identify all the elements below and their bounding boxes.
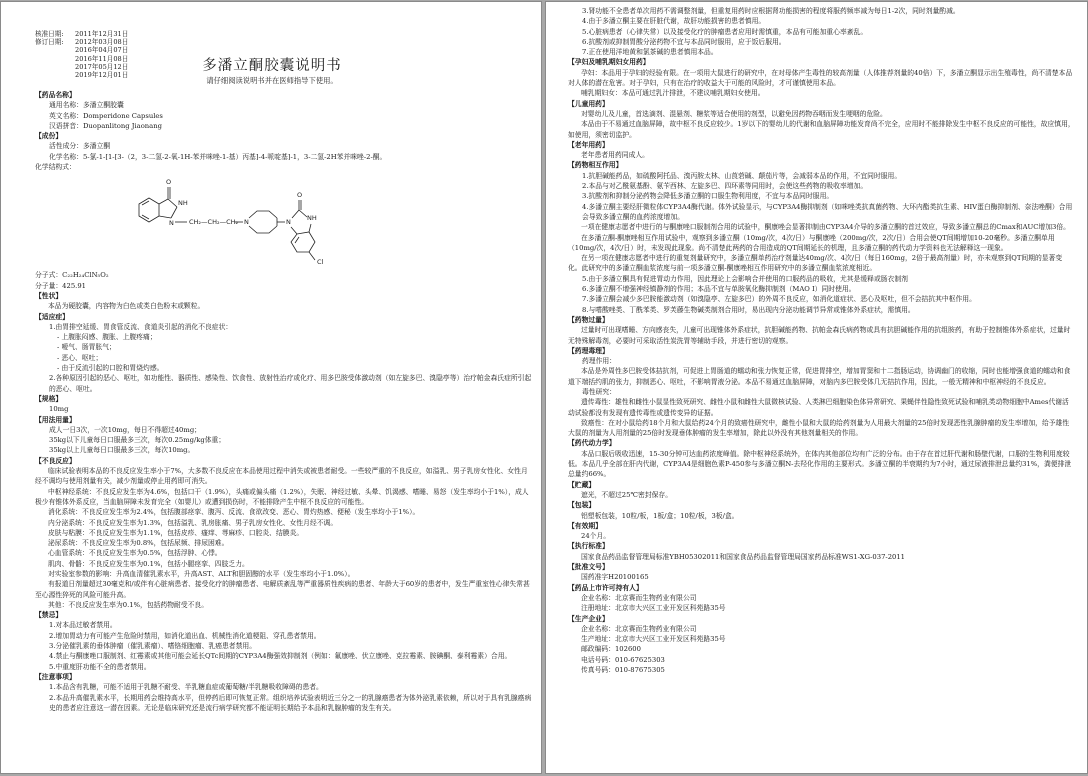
propyl-chain-label: CH₂—CH₂—CH₂ xyxy=(189,218,239,227)
indication-item: 2.各种原因引起的恶心、呕吐，如功能性、器质性、感染性、饮食性、放射性治疗或化疗、用多巴胺受体激动剂（如左旋多巴、溴隐亭等）治疗帕金森氏症所引起的恶心、呕吐。 xyxy=(49,374,532,393)
section-header: 【药品名称】 xyxy=(35,91,76,99)
adverse-paragraph: 肌肉、骨骼：不良反应发生率为0.1%，包括小腿痉挛、四肢乏力。 xyxy=(48,559,249,568)
interaction-item: 1.抗胆碱能药品，如硫酸阿托品、溴丙胺太林、山莨菪碱、颠茄片等，会减弱本品的作用，不宜同时服用。 xyxy=(582,171,902,180)
indication-subitem: - 嗳气、肠胃胀气； xyxy=(57,343,116,352)
carcinogenicity-text: 致癌性：在对小鼠给药18个月和大鼠给药24个月的致癌性研究中，雌性小鼠和大鼠的给药剂量为人用最大剂量的25倍时发现恶性乳腺肿瘤的发生率增加，给予雄性大鼠的剂量为人用剂量的25倍时发现垂体肿瘤的发生率增加，除此以外没有其他剂量相关的作用。 xyxy=(568,418,1070,438)
interaction-item: 7.多潘立酮会减少多巴胺能激动剂（如溴隐亭、左旋多巴）的外周不良反应，如消化道症状、恶心及呕吐，但不会拮抗其中枢作用。 xyxy=(582,295,976,304)
adverse-paragraph: 其他：不良反应发生率为0.1%，包括药物耐受不良。 xyxy=(48,600,209,609)
storage-text: 遮光，不超过25℃密封保存。 xyxy=(581,490,673,499)
adverse-paragraph: 心血管系统：不良反应发生率为0.5%，包括浮肿、心悸。 xyxy=(48,549,222,558)
spec-text: 10mg xyxy=(49,405,69,414)
children-paragraph: 对婴幼儿及儿童，首选滴剂、混悬剂、糖浆等适合使用的剂型，以避免因药物吞咽而发生哽咽的危险。 xyxy=(581,109,887,118)
section-header: 【规格】 xyxy=(35,394,63,403)
section-header: 【成份】 xyxy=(35,132,63,141)
adverse-paragraph: 皮肤与粘膜：不良反应发生率为1.1%，包括皮疹、瘙痒、荨麻疹、口腔炎、结膜炎。 xyxy=(48,528,304,537)
active-ingredient: 活性成分：多潘立酮 xyxy=(49,142,111,151)
manufacturer-phone: 电话号码：010-67625303 xyxy=(581,655,665,664)
indication-subitem: - 由于反流引起的口腔和胃烧灼感。 xyxy=(57,364,164,373)
manufacturer-postcode: 邮政编码：102600 xyxy=(581,645,641,654)
section-header: 【有效期】 xyxy=(568,521,602,530)
manufacturer-address: 生产地址：北京市大兴区工业开发区科苑路35号 xyxy=(581,635,726,644)
interaction-item: 3.抗酸剂和抑制分泌药物会降低多潘立酮的口服生物利用度，不宜与本品同时服用。 xyxy=(582,192,834,201)
section-header: 【性状】 xyxy=(35,291,63,300)
contraindication-item: 4.禁止与酮康唑口服制剂、红霉素或其他可能会延长QTc间期的CYP3A4酶强效抑制剂（例如：氟康唑、伏立康唑、克拉霉素、胺碘酮、泰利霉素）合用。 xyxy=(49,652,512,661)
section-header: 【用法用量】 xyxy=(35,415,76,424)
section-header: 【老年用药】 xyxy=(568,140,609,149)
revision-date: 2016年04月07日 xyxy=(75,46,129,55)
section-header: 【药理毒理】 xyxy=(568,346,609,355)
contraindication-item: 1.对本品过敏者禁用。 xyxy=(49,621,117,630)
precaution-item: 4.由于多潘立酮主要在肝脏代谢，故肝功能损害的患者慎用。 xyxy=(582,17,766,26)
children-paragraph: 本品由于不易通过血脑屏障，故中枢不良反应较少。1岁以下的婴幼儿的代谢和血脑屏障功能发育尚不完全，应用时不能排除发生中枢不良反应的可能性，故应慎用，如使用，须密切监护。 xyxy=(568,120,1075,139)
revision-date-label: 修订日期: xyxy=(35,38,64,47)
approval-date: 2011年12月31日 xyxy=(75,30,129,38)
nitrogen-label: N xyxy=(286,218,291,227)
left-page-body xyxy=(35,90,533,713)
precaution-item: 2.本品升高催乳素水平，长期用药会维持高水平，但停药后即可恢复正常。组织培养试验表明近三分之一的乳腺癌患者为体外泌乳素依赖，所以对于具有乳腺癌病史的患者应注意这一潜在因素。无论是临床研究还是流行病学研究都不能证明长期给予本品和乳腺肿瘤的发生有关。 xyxy=(49,693,532,712)
packaging-text: 铝塑板包装，10粒/板，1板/盒；10粒/板，3板/盒。 xyxy=(581,511,739,520)
precaution-item: 3.肾功能不全患者单次用药不需调整剂量，但重复用药时应根据肾功能损害的程度将服药频率减为每日1-2次，同时剂量酌减。 xyxy=(582,7,960,15)
section-header: 【执行标准】 xyxy=(568,542,609,551)
nitrogen-label: N xyxy=(244,218,249,227)
section-header: 【适应症】 xyxy=(35,312,69,321)
chemical-structure-diagram xyxy=(131,174,371,266)
nh-label: NH xyxy=(178,199,188,208)
leaflet-page-left xyxy=(0,1,542,774)
manufacturer-fax: 传真号码：010-87675305 xyxy=(581,666,665,674)
pharmacology-label: 药理作用： xyxy=(582,357,616,366)
pharmacology-text: 本品是外周性多巴胺受体拮抗剂，可促进上胃肠道的蠕动和张力恢复正常，促进胃排空，增加胃窦和十二指肠运动，协调幽门的收缩，同时也能增强食道的蠕动和食道下端括约肌的张力，抑制恶心、呕吐，不影响胃液分泌。本品不易通过血脑屏障，对脑内多巴胺受体几无拮抗作用，因此，一般无精神和中枢神经的不良反应。 xyxy=(568,367,1071,386)
adverse-paragraph: 中枢神经系统：不良反应发生率为4.6%，包括口干（1.9%），头痛或偏头痛（1.2%），失眠、神经过敏、头晕、饥渴感、嗜睡、易怒（发生率均小于1%），成人极少有锥体外系反应，当血脑屏障未发育完全（如婴儿）或遭到损伤时，不能排除产生中枢不良反应的可能性。 xyxy=(35,487,529,506)
section-header: 【不良反应】 xyxy=(35,456,76,465)
section-header: 【药代动力学】 xyxy=(568,439,616,448)
leaflet-page-right xyxy=(545,1,1088,774)
pregnancy-paragraph: 哺乳期妇女：本品可通过乳汁排泄，不建议哺乳期妇女使用。 xyxy=(581,89,765,98)
pinyin-name: 汉语拼音：Duopanlitong Jiaonang xyxy=(49,121,162,130)
indication-item: 1.由胃排空延缓、胃食管反流、食道炎引起的消化不良症状： xyxy=(49,322,233,331)
validity-text: 24个月。 xyxy=(581,532,611,541)
section-header: 【批准文号】 xyxy=(568,563,609,572)
right-page-body xyxy=(568,6,1075,675)
interaction-paragraph: 在另一项在健康志愿者中进行的重复剂量研究中，多潘立酮单药治疗剂量达40mg/次、4次/日（每日160mg，2倍于最高剂量）时，亦未观察到QT间期的显著变化。此研究中的多潘立酮血浆浓度与前一项多潘立酮-酮康唑相互作用研究中的多潘立酮血浆浓度相近。 xyxy=(568,254,1063,273)
adverse-paragraph: 消化系统：不良反应发生率为2.4%，包括腹部痉挛、腹泻、反流、食欲改变、恶心、胃灼热感、便秘（发生率均小于1%）。 xyxy=(48,508,420,517)
revision-date: 2017年05月12日 xyxy=(75,62,129,71)
adverse-paragraph: 内分泌系统：不良反应发生率为1.3%，包括溢乳、乳房胀痛、男子乳房女性化、女性月经不调。 xyxy=(48,518,338,527)
precaution-item: 6.抗酸剂或抑制胃酸分泌药物不宜与本品同时服用，应于饭后服用。 xyxy=(582,37,786,46)
precaution-item: 5.心脏病患者（心律失常）以及接受化疗的肿瘤患者应用时需慎重，本品有可能加重心率紊乱。 xyxy=(582,27,868,36)
interaction-item: 5.由于多潘立酮具有促进胃动力作用，因此理论上会影响合并使用的口服药品的吸收，尤其是缓释或肠衣制剂 xyxy=(582,274,908,283)
section-header: 【禁忌】 xyxy=(35,611,63,620)
elderly-text: 老年患者用药同成人。 xyxy=(581,151,649,160)
dosage-line: 35kg以上儿童每日口服最多三次，每次10mg。 xyxy=(49,446,195,455)
section-header: 【儿童用药】 xyxy=(568,99,609,108)
toxicity-label: 毒性研究： xyxy=(582,387,616,396)
overdose-text: 过量时可出现嗜睡、方向感丧失，儿童可出现锥体外系症状，抗胆碱能药物、抗帕金森氏病药物或具有抗胆碱能作用的抗组胺药，有助于控制锥体外系症状，过量时无特殊解毒剂，必要时可采取活性炭洗胃等辅助手段，并进行密切的观察。 xyxy=(568,326,1071,345)
common-name: 通用名称：多潘立酮胶囊 xyxy=(49,101,124,110)
section-header: 【药物相互作用】 xyxy=(568,161,623,170)
adverse-paragraph: 有报道日剂量超过30毫克和/或伴有心脏病患者、接受化疗的肿瘤患者、电解质紊乱等严重器质性疾病的患者、年龄大于60岁的患者中，发生严重室性心律失常甚至心源性猝死的风险可能升高。 xyxy=(35,580,530,599)
interaction-item: 4.多潘立酮主要经肝微粒体CYP3A4酶代谢。体外试验显示，与CYP3A4酶抑制剂（如咪唑类抗真菌药物、大环内酯类抗生素、HIV蛋白酶抑制剂、奈法唑酮）合用会导致多潘立酮的血药浓度增加。 xyxy=(582,202,1073,221)
structure-label: 化学结构式： xyxy=(35,163,76,172)
nh-label: NH xyxy=(307,214,317,223)
nitrogen-label: N xyxy=(169,219,174,228)
adverse-paragraph: 对实验室参数的影响：升高血清催乳素水平，升高AST、ALT和胆固醇的水平（发生率均小于1.0%）。 xyxy=(48,569,355,578)
revision-date: 2016年11月08日 xyxy=(75,54,129,63)
approval-number: 国药准字H20100165 xyxy=(581,573,649,582)
pharmacokinetics-text: 本品口服后吸收迅速，15-30分钟可达血药浓度峰值。除中枢神经系统外，在体内其他部位均有广泛的分布。由于存在首过肝代谢和肠壁代谢，口服的生物利用度较低。本品几乎全部在肝内代谢，CYP3A4是细胞色素P-450参与多潘立酮N-去羟化作用的主要形式。多潘立酮的半衰期约为7小时，通过尿液排泄总量约31%，粪便排泄总量约66%。 xyxy=(568,449,1072,479)
revision-date: 2019年12月01日 xyxy=(75,71,129,80)
section-header: 【注意事项】 xyxy=(35,672,76,681)
section-header: 【包装】 xyxy=(568,501,596,510)
interaction-item: 2.本品与对乙酰氨基酚、氨苄西林、左旋多巴、四环素等同用时，会使这些药物的吸收率增加。 xyxy=(582,182,868,191)
molecular-weight: 分子量：425.91 xyxy=(35,281,86,290)
interaction-paragraph: 在多潘立酮-酮康唑相互作用试验中，观察到多潘立酮（10mg/次，4次/日）与酮康唑（200mg/次，2次/日）合用会使QT间期增加10-20毫秒。多潘立酮单用（10mg/次，4次/日）时，未发现此现象。尚不清楚此两药的合用造成的QT间期延长的机理，且多潘立酮的药代动力学资料也无法解释这一现象。 xyxy=(568,233,1055,252)
contraindication-item: 5.中重度肝功能不全的患者禁用。 xyxy=(49,662,151,671)
pregnancy-paragraph: 孕妇：本品用于孕妇的经验有限。在一项用大鼠进行的研究中，在对母体产生毒性的较高剂量（人体推荐剂量的40倍）下，多潘立酮显示出生殖毒性，尚不清楚本品对人体的潜在危害。对于孕妇，只有在治疗的收益大于可能的风险时，才可谨慎使用本品。 xyxy=(568,68,1073,88)
properties-text: 本品为硬胶囊，内容物为白色或类白色粉末或颗粒。 xyxy=(48,302,205,311)
standard-text: 国家食品药品监督管理局标准YBH05302011和国家食品药品监督管理局国家药品标准WS1-XG-037-2011 xyxy=(581,552,905,561)
mah-address: 注册地址：北京市大兴区工业开发区科苑路35号 xyxy=(581,604,726,613)
interaction-item: 8.与嗜酸唑类、丁酰苯类、罗芙藤生物碱类制剂合用时，易出现内分泌功能调节异常或锥体外系症状，需慎用。 xyxy=(582,305,915,314)
dosage-line: 35kg以下儿童每日口服最多三次，每次0.25mg/kg体重； xyxy=(49,436,226,445)
precaution-item: 7.正在使用洋地黄和氯茶碱的患者慎用本品。 xyxy=(582,48,718,57)
section-header: 【药物过量】 xyxy=(568,315,609,324)
mah-company: 企业名称：北京赛而生物药业有限公司 xyxy=(581,593,697,602)
section-header: 【孕妇及哺乳期妇女用药】 xyxy=(568,58,650,67)
indication-subitem: - 上腹胀闷感、腹胀、上腹疼痛； xyxy=(57,333,157,342)
approval-date-label: 核准日期: xyxy=(35,30,64,38)
interaction-paragraph: 一项在健康志愿者中进行的与酮康唑口服制剂合用的试验中，酮康唑会显著抑制由CYP3A4介导的多潘立酮的首过效应，导致多潘立酮总的Cmax和AUC增加3倍。 xyxy=(581,223,1070,232)
document-subtitle: 请仔细阅读说明书并在医师指导下使用。 xyxy=(206,76,338,85)
section-header: 【贮藏】 xyxy=(568,480,596,489)
section-header: 【生产企业】 xyxy=(568,614,609,623)
section-header: 【药品上市许可持有人】 xyxy=(568,583,643,592)
adverse-paragraph: 泌尿系统：不良反应发生率为0.8%，包括尿频、排尿困难。 xyxy=(48,539,229,548)
contraindication-item: 2.增加胃动力有可能产生危险时禁用，如消化道出血、机械性消化道梗阻、穿孔患者禁用。 xyxy=(49,631,321,640)
interaction-item: 6.多潘立酮不增强神经镇静剂的作用；本品不宜与单胺氧化酶抑制剂（MAO I）同时使用。 xyxy=(582,285,856,294)
adverse-paragraph: 临床试验表明本品的不良反应发生率小于7%，大多数不良反应在本品使用过程中消失或被患者耐受。一些较严重的不良反应，如溢乳、男子乳房女性化、女性月经不调均与使用剂量有关，减少剂量或停止用药即可消失。 xyxy=(35,467,528,486)
oxygen-label: O xyxy=(166,178,172,187)
manufacturer-company: 企业名称：北京赛而生物药业有限公司 xyxy=(581,624,697,633)
chlorine-label: Cl xyxy=(317,258,324,267)
indication-subitem: - 恶心、呕吐； xyxy=(57,353,103,362)
revision-date: 2012年03月08日 xyxy=(75,38,129,47)
contraindication-item: 3.分泌催乳素的垂体肿瘤（催乳素瘤）、嗜铬细胞瘤、乳癌患者禁用。 xyxy=(49,642,256,651)
chemical-name: 化学名称：5-氯-1-[1-[3-（2，3-二氢-2-氧-1H-苯并咪唑-1-基）丙基]-4-哌啶基]-1，3-二氢-2H苯并咪唑-2-酮。 xyxy=(49,152,387,161)
precaution-item: 1.本品含有乳糖，可能不适用于乳糖不耐受、半乳糖血症或葡萄糖/半乳糖吸收障碍的患者。 xyxy=(49,683,323,692)
genotoxicity-text: 遗传毒性：雄性和雌性小鼠显性致死研究、雌性小鼠和雌性大鼠微核试验、人类淋巴细胞染色体异常研究、果蝇伴性隐性致死试验和哺乳类动物细胞中Ames代谢活动试验都没有发现有遗传毒性或遗传变异的证据。 xyxy=(568,398,1069,417)
oxygen-label: O xyxy=(297,191,303,200)
molecular-formula: 分子式：C₂₂H₂₄ClN₅O₂ xyxy=(35,271,109,280)
document-title: 多潘立酮胶囊说明书 xyxy=(202,58,342,74)
dosage-line: 成人一日3次，一次10mg，每日不得超过40mg； xyxy=(49,425,201,434)
english-name: 英文名称：Domperidone Capsules xyxy=(49,111,163,120)
